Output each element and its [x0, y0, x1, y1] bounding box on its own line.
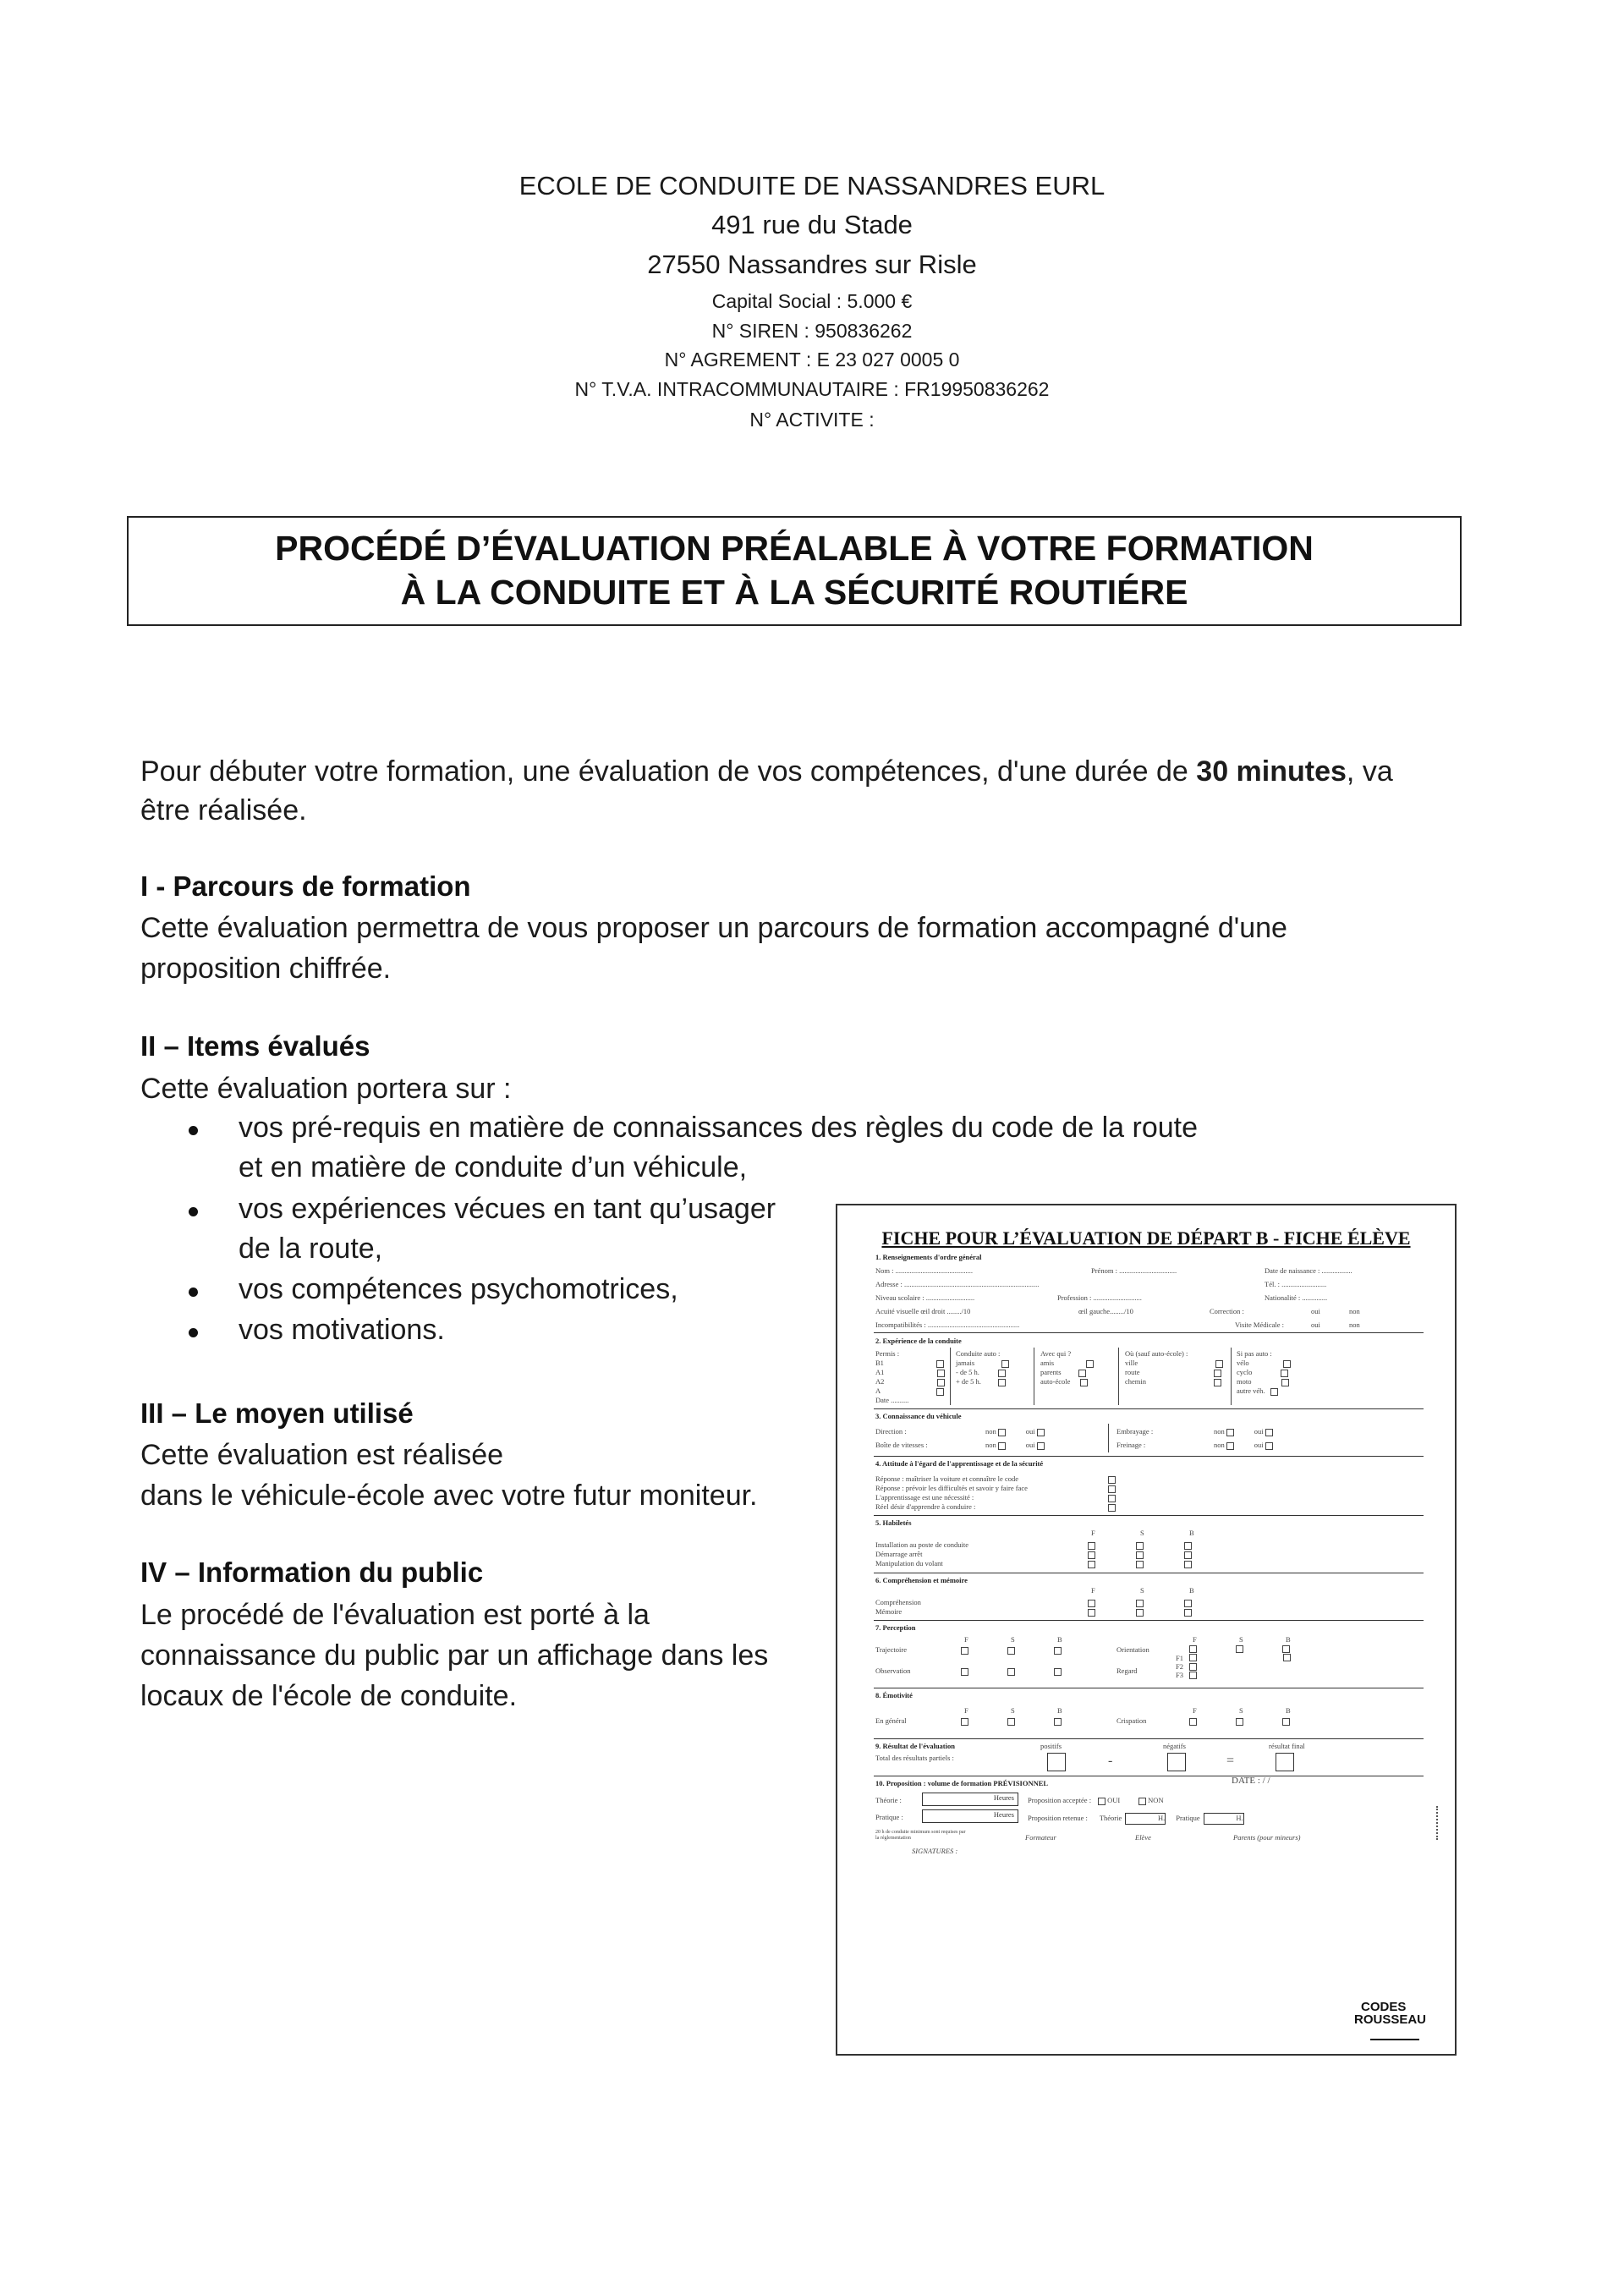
form-s6-title: 6. Compréhension et mémoire [875, 1576, 968, 1584]
intro-line2: être réalisée. [140, 794, 307, 826]
codes-rousseau-logo: CODES ROUSSEAU [1354, 2000, 1427, 2027]
form-s9-negatifs: négatifs [1163, 1742, 1186, 1750]
form-s2-sipas: Si pas auto : vélo cyclo moto autre véh. [1237, 1349, 1292, 1396]
form-col-f: F [1193, 1706, 1197, 1715]
company-name: ECOLE DE CONDUITE DE NASSANDRES EURL [518, 171, 1106, 200]
form-col-f: F [964, 1635, 968, 1644]
form-s4-checkboxes [1106, 1474, 1117, 1512]
form-col-s: S [1239, 1706, 1243, 1715]
section4-line1: Le procédé de l'évaluation est porté à la [140, 1599, 650, 1631]
bullet-dot [189, 1328, 198, 1337]
form-s8-general: En général [875, 1716, 907, 1725]
form-s2-conduite: Conduite auto : jamais - de 5 h. + de 5 h. [956, 1349, 1011, 1386]
form-s1-non: non [1349, 1307, 1360, 1315]
form-col-s: S [1011, 1635, 1015, 1644]
form-s1-oui: oui [1311, 1307, 1320, 1315]
company-agrement: N° AGREMENT : E 23 027 0005 0 [664, 349, 960, 371]
form-s10-signatures: SIGNATURES : [912, 1847, 958, 1855]
form-s2-ou: Où (sauf auto-école) : ville route chemin [1125, 1349, 1225, 1386]
bullet-prerequis-line2: et en matière de conduite d’un véhicule, [239, 1151, 748, 1183]
form-col-f: F [964, 1706, 968, 1715]
form-s1-nom: Nom : ........................................... [875, 1266, 973, 1275]
logo-underline [1370, 2039, 1419, 2040]
document-title-box [127, 516, 1462, 626]
form-s5-items: Installation au poste de conduite Démarrage arrêt Manipulation du volant [875, 1540, 968, 1568]
company-activite: N° ACTIVITE : [749, 409, 875, 431]
form-s4-items: Réponse : maîtriser la voiture et connaître le code Réponse : prévoir les difficultés et savoir y faire face L'apprentissage est une nécessité : Réel désir d'apprendre à conduire : [875, 1474, 1028, 1511]
form-divider [874, 1620, 1424, 1621]
form-col-b: B [1286, 1706, 1291, 1715]
form-s10-theorie-box: Heures [922, 1793, 1018, 1806]
form-s10-parents: Parents (pour mineurs) [1233, 1833, 1301, 1842]
section3-line2: dans le véhicule-école avec votre futur moniteur. [140, 1480, 758, 1512]
form-s9-equals: = [1226, 1754, 1235, 1768]
form-s1-adresse: Adresse : ........................................................................... [875, 1280, 1040, 1288]
section1-line2: proposition chiffrée. [140, 953, 392, 985]
form-s5-checkboxes [1086, 1540, 1193, 1568]
bullet-experiences-line1: vos expériences vécues en tant qu’usager [239, 1193, 776, 1225]
form-s3-direction: Direction : [875, 1427, 907, 1436]
form-col-b: B [1286, 1635, 1291, 1644]
form-s3-freinage-values: non oui [1214, 1441, 1275, 1450]
form-s1-visite: Visite Médicale : [1235, 1320, 1285, 1329]
form-s4-title: 4. Attitude à l'égard de l'apprentissage et de la sécurité [875, 1459, 1044, 1468]
form-title: FICHE POUR L’ÉVALUATION DE DÉPART B - FICHE ÉLÈVE [881, 1227, 1411, 1249]
form-divider [874, 1738, 1424, 1739]
section2-title: II – Items évalués [140, 1030, 370, 1062]
document-title-line1: PROCÉDÉ D’ÉVALUATION PRÉALABLE À VOTRE FORMATION [275, 529, 1314, 568]
intro-paragraph [140, 751, 1393, 792]
form-s10-eleve: Elève [1135, 1833, 1151, 1842]
form-s1-nationalite: Nationalité : .............. [1265, 1293, 1328, 1302]
form-s7-title: 7. Perception [875, 1623, 916, 1632]
form-s2-permis: Permis : B1 A1 A2 A Date .......... [875, 1349, 946, 1405]
form-col-f: F [1091, 1586, 1095, 1595]
form-s1-non-2: non [1349, 1320, 1360, 1329]
bullet-experiences-line2: de la route, [239, 1233, 383, 1265]
form-s1-prenom: Prénom : ................................ [1091, 1266, 1177, 1275]
form-divider [874, 1456, 1424, 1457]
form-s1-tel: Tél. : ......................... [1265, 1280, 1327, 1288]
form-s7-f-labels: F1 F2 F3 [1176, 1654, 1183, 1679]
document-title-line2: À LA CONDUITE ET À LA SÉCURITÉ ROUTIÉRE [400, 573, 1188, 612]
form-s10-note: 20 h de conduite minimum sont requises par la réglementation [875, 1830, 966, 1841]
form-s9-total: Total des résultats partiels : [875, 1754, 954, 1762]
form-divider [874, 1515, 1424, 1516]
form-s1-incompat: Incompatibilités : ................................................... [875, 1320, 1020, 1329]
section3-title: III – Le moyen utilisé [140, 1397, 414, 1429]
company-tva: N° T.V.A. INTRACOMMUNAUTAIRE : FR19950836262 [574, 378, 1050, 400]
form-col-f: F [1193, 1635, 1197, 1644]
form-s10-theorie: Théorie : [875, 1796, 902, 1804]
form-divider [874, 1408, 1424, 1409]
evaluation-form-image [836, 1204, 1457, 2056]
company-siren: N° SIREN : 950836262 [711, 320, 913, 342]
form-s3-boite-values: non oui [985, 1441, 1046, 1450]
section1-title: I - Parcours de formation [140, 870, 471, 902]
form-col-b: B [1189, 1529, 1194, 1537]
form-s6-checkboxes [1086, 1598, 1193, 1617]
bullet-dot [189, 1207, 198, 1216]
bullet-dot [189, 1126, 198, 1135]
form-s7-regard: Regard [1116, 1666, 1138, 1675]
form-s7-traj-cb [959, 1645, 1063, 1655]
form-s1-oeil-gauche: œil gauche......../10 [1078, 1307, 1133, 1315]
form-s8-crispation-cb [1188, 1716, 1292, 1726]
company-street: 491 rue du Stade [711, 210, 913, 239]
form-s1-date: Date de naissance : ................. [1265, 1266, 1352, 1275]
bullet-dot [189, 1288, 198, 1297]
form-s10-pratique: Pratique : [875, 1813, 903, 1821]
section4-line3: locaux de l'école de conduite. [140, 1680, 518, 1712]
form-s7-orientation: Orientation [1116, 1645, 1149, 1654]
form-s9-resultat-box [1276, 1753, 1294, 1771]
form-s2-avecqui: Avec qui ? amis parents auto-école [1040, 1349, 1095, 1386]
form-s3-embrayage: Embrayage : [1116, 1427, 1154, 1436]
form-col-b: B [1189, 1586, 1194, 1595]
form-s8-crispation: Crispation [1116, 1716, 1147, 1725]
bullet-motivations: vos motivations. [239, 1314, 445, 1346]
form-s5-title: 5. Habiletés [875, 1518, 912, 1527]
form-s7-right-cb [1188, 1644, 1292, 1679]
form-s9-negatifs-box [1167, 1753, 1186, 1771]
section4-line2: connaissance du public par un affichage dans les [140, 1639, 769, 1672]
form-s3-boite: Boîte de vitesses : [875, 1441, 928, 1449]
form-col-s: S [1140, 1529, 1144, 1537]
form-s8-general-cb [959, 1716, 1063, 1726]
section4-title: IV – Information du public [140, 1557, 484, 1588]
intro-text-end: , va [1346, 755, 1393, 788]
form-s7-observation: Observation [875, 1666, 911, 1675]
intro-duration: 30 minutes [1196, 755, 1347, 788]
form-s9-resultat: résultat final [1269, 1742, 1305, 1750]
form-s10-pratique-box: Heures [922, 1809, 1018, 1823]
bullet-prerequis-line1: vos pré-requis en matière de connaissances des règles du code de la route [239, 1112, 1199, 1144]
form-s6-items: Compréhension Mémoire [875, 1598, 921, 1616]
section1-line1: Cette évaluation permettra de vous proposer un parcours de formation accompagné d'une [140, 912, 1287, 944]
form-divider [874, 1332, 1424, 1333]
form-s1-oui-2: oui [1311, 1320, 1320, 1329]
form-s1-niveau: Niveau scolaire : ........................... [875, 1293, 975, 1302]
bullet-competences: vos compétences psychomotrices, [239, 1273, 678, 1305]
form-col-s: S [1239, 1635, 1243, 1644]
form-s1-title: 1. Renseignements d'ordre général [875, 1253, 982, 1261]
form-col-b: B [1057, 1635, 1062, 1644]
form-s10-formateur: Formateur [1025, 1833, 1056, 1842]
form-s10-retenue: Proposition retenue : Théorie H. Pratique H. [1028, 1813, 1244, 1825]
form-s1-acuite: Acuité visuelle œil droit ......../10 [875, 1307, 971, 1315]
form-s3-title: 3. Connaissance du véhicule [875, 1412, 962, 1420]
form-s7-obs-cb [959, 1666, 1063, 1676]
form-s1-correction: Correction : [1210, 1307, 1244, 1315]
form-s8-title: 8. Émotivité [875, 1691, 913, 1699]
form-s2-title: 2. Expérience de la conduite [875, 1337, 962, 1345]
form-s1-profession: Profession : ........................... [1057, 1293, 1142, 1302]
form-s9-minus: - [1108, 1754, 1113, 1768]
form-s3-direction-values: non oui [985, 1427, 1046, 1436]
section2-intro: Cette évaluation portera sur : [140, 1073, 512, 1105]
form-side-mark [1436, 1806, 1439, 1840]
form-col-s: S [1011, 1706, 1015, 1715]
form-col-f: F [1091, 1529, 1095, 1537]
form-s3-embrayage-values: non oui [1214, 1427, 1275, 1436]
form-s7-trajectoire: Trajectoire [875, 1645, 907, 1654]
form-col-b: B [1057, 1706, 1062, 1715]
company-capital: Capital Social : 5.000 € [711, 290, 913, 312]
form-s9-positifs-box [1047, 1753, 1066, 1771]
intro-text: Pour débuter votre formation, une évaluation de vos compétences, d'une durée de [140, 755, 1197, 788]
section3-line1: Cette évaluation est réalisée [140, 1439, 504, 1471]
form-col-s: S [1140, 1586, 1144, 1595]
form-s10-date: DATE : / / [1232, 1776, 1270, 1786]
form-s10-title: 10. Proposition : volume de formation PRÉVISIONNEL [875, 1779, 1049, 1787]
form-s9-title: 9. Résultat de l'évaluation [875, 1742, 955, 1750]
form-s10-acceptee: Proposition acceptée : OUI NON [1028, 1796, 1164, 1804]
company-city: 27550 Nassandres sur Risle [647, 250, 977, 279]
form-s3-freinage: Freinage : [1116, 1441, 1146, 1449]
form-s9-positifs: positifs [1040, 1742, 1062, 1750]
